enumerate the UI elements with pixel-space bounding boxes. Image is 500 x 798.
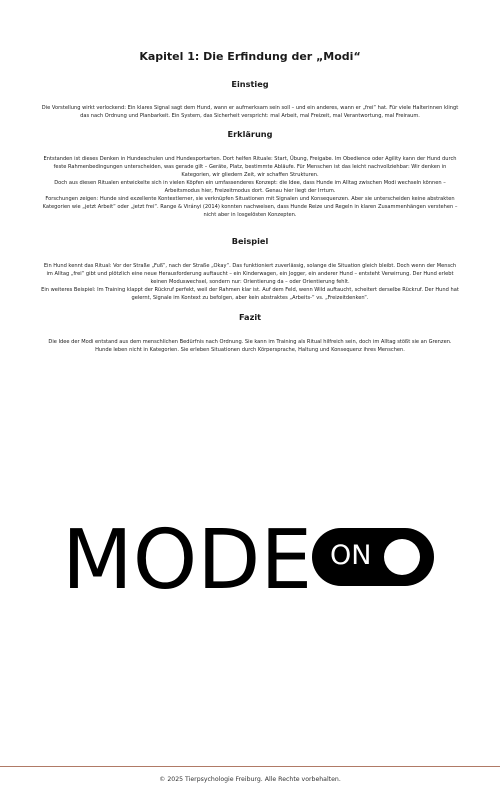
section-heading: Fazit (238, 312, 262, 322)
chapter-title: Kapitel 1: Die Erfindung der „Modi“ (139, 50, 361, 63)
toggle-label: ON (330, 540, 372, 571)
section-heading: Einstieg (231, 79, 269, 89)
footer-copyright: © 2025 Tierpsychologie Freiburg. Alle Rechte vorbehalten. (159, 776, 341, 783)
section-heading: Beispiel (231, 236, 269, 246)
section-erklaerung (40, 129, 460, 219)
section-paragraph: Ein Hund kennt das Ritual: Vor der Straße „Fuß“, nach der Straße „Okay“. Das funktioniert zuverlässig, solange die Situation gleich bleibt. Doch wenn der Mensch im Alltag „frei“ gibt und plötzlich eine neue Herausforderung auftaucht – ein Kinderwagen, ein Jogger, ein anderer Hund – entsteht Verwirrung. Der Hund erlebt keinen Moduswechsel, sondern nur: Orientierung da – oder Orientierung fehlt. (43, 263, 457, 285)
section-heading: Erklärung (227, 129, 273, 139)
section-fazit (40, 312, 460, 354)
section-paragraph: Forschungen zeigen: Hunde sind exzellente Kontextlerner, sie verknüpfen Situationen mit Signalen und Konsequenzen. Aber sie unterscheiden keine abstrakten Kategorien wie „jetzt Arbeit“ oder „jetzt frei“. Range & Virányi (2014) konnten nachweisen, dass Hunde Reize und Regeln in klaren Zusammenhängen verstehen – nicht aber in losgelösten Konzepten. (42, 196, 458, 218)
section-paragraph: Entstanden ist dieses Denken in Hundeschulen und Hundesportarten. Dort helfen Rituale: Start, Übung, Freigabe. Im Obedience oder Agility kann der Hund durch feste Rahmenbedingungen unterscheiden, was gerade gilt – Geräte, Platz, bestimmte Abläufe. Für Menschen ist das leicht nachvollziehbar: Wir denken in Kategorien, wir gliedern Zeit, wir schaffen Strukturen. (43, 156, 457, 178)
toggle-knob (384, 539, 420, 575)
section-paragraph: Die Vorstellung wirkt verlockend: Ein klares Signal sagt dem Hund, wann er aufmerksam sein soll – und ein anderes, wann er „frei“ hat. Für viele Halterinnen klingt das nach Ordnung und Planbarkeit. Ein System, das Sicherheit verspricht: mal Arbeit, mal Freizeit, mal Verantwortung, mal Freiraum. (41, 105, 459, 119)
mode-on-graphic (62, 513, 442, 608)
section-beispiel (40, 236, 460, 302)
section-einstieg (40, 79, 460, 120)
mode-word: MODE (62, 513, 313, 608)
section-paragraph: Doch aus diesen Ritualen entwickelte sich in vielen Köpfen ein umfassenderes Konzept: die Idee, dass Hunde im Alltag zwischen Modi wechseln können – Arbeitsmodus hier, Freizeitmodus dort. Genau hier liegt der Irrtum. (54, 180, 446, 194)
toggle-switch-icon (312, 528, 434, 586)
footer-divider (0, 766, 500, 767)
section-paragraph: Ein weiteres Beispiel: Im Training klappt der Rückruf perfekt, weil der Rahmen klar ist. Auf dem Feld, wenn Wild auftaucht, scheitert derselbe Rückruf. Der Hund hat gelernt, Signale im Kontext zu befolgen, aber kein abstraktes „Arbeits-“ vs. „Freizeitdenken“. (41, 287, 459, 301)
section-paragraph: Die Idee der Modi entstand aus dem menschlichen Bedürfnis nach Ordnung. Sie kann im Training als Ritual hilfreich sein, doch im Alltag stößt sie an Grenzen. Hunde leben nicht in Kategorien. Sie erleben Situationen durch Körpersprache, Haltung und Konsequenz ihres Menschen. (48, 339, 452, 353)
